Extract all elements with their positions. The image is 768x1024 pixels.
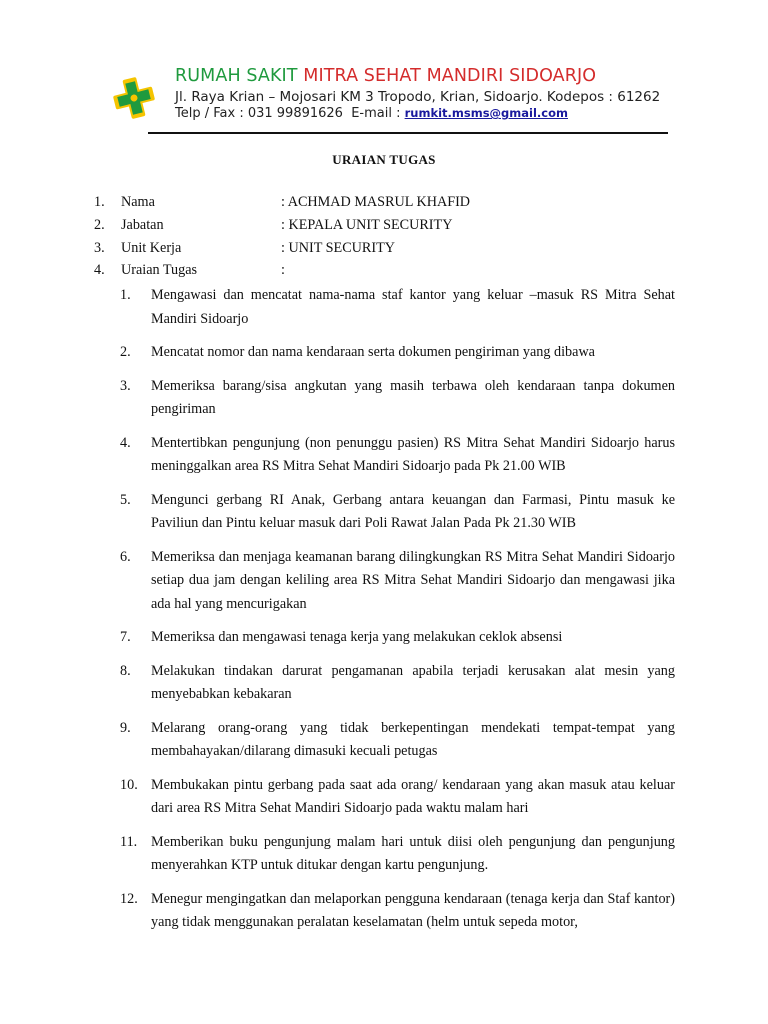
field-number: 3. xyxy=(94,240,105,256)
item-number: 8. xyxy=(120,662,131,679)
item-text: Mentertibkan pengunjung (non penunggu pasien) RS Mitra Sehat Mandiri Sidoarjo harus meninggalkan area RS Mitra Sehat Mandiri Sidoarjo pada Pk 21.00 WIB xyxy=(151,434,675,474)
item-number: 12. xyxy=(120,890,138,907)
hospital-contact xyxy=(175,106,568,121)
item-text: Memeriksa dan menjaga keamanan barang dilingkungkan RS Mitra Sehat Mandiri Sidoarjo setiap dua jam dengan keliling area RS Mitra Sehat Mandiri Sidoarjo dan mengawasi jika ada hal yang mencurigakan xyxy=(151,548,675,612)
field-number: 4. xyxy=(94,262,105,278)
field-value: : UNIT SECURITY xyxy=(281,240,396,256)
item-number: 10. xyxy=(120,776,138,793)
field-label: Uraian Tugas xyxy=(121,262,198,278)
list-item xyxy=(120,489,675,536)
field-number: 2. xyxy=(94,217,105,233)
list-item xyxy=(120,831,675,878)
item-text: Mengawasi dan mencatat nama-nama staf kantor yang keluar –masuk RS Mitra Sehat Mandiri Sidoarjo xyxy=(151,287,675,327)
item-text: Membukakan pintu gerbang pada saat ada orang/ kendaraan yang akan masuk atau keluar dari area RS Mitra Sehat Mandiri Sidoarjo pada waktu malam hari xyxy=(151,776,675,816)
contact-phone: Telp / Fax : 031 99891626 E-mail : xyxy=(175,106,405,121)
list-item xyxy=(120,546,675,617)
item-text: Melakukan tindakan darurat pengamanan apabila terjadi kerusakan alat mesin yang menyebabkan kebakaran xyxy=(151,662,675,702)
list-item xyxy=(120,284,675,331)
item-number: 4. xyxy=(120,434,131,451)
item-text: Memeriksa barang/sisa angkutan yang masih terbawa oleh kendaraan tanpa dokumen pengiriman xyxy=(151,377,675,417)
document-title: URAIAN TUGAS xyxy=(332,152,436,167)
list-item xyxy=(120,888,675,935)
item-number: 6. xyxy=(120,548,131,565)
field-label: Nama xyxy=(121,194,155,210)
item-number: 11. xyxy=(120,833,138,850)
item-text: Menegur mengingatkan dan melaporkan pengguna kendaraan (tenaga kerja dan Staf kantor) yang tidak menggunakan peralatan keselamatan (helm untuk sepeda motor, xyxy=(151,890,675,930)
email-link[interactable]: rumkit.msms@gmail.com xyxy=(404,106,568,120)
item-number: 5. xyxy=(120,491,131,508)
item-number: 9. xyxy=(120,719,131,736)
field-value: : xyxy=(281,262,285,278)
hospital-name-part1: RUMAH SAKIT xyxy=(175,66,304,86)
field-value: : ACHMAD MASRUL KHAFID xyxy=(281,194,471,210)
item-text: Melarang orang-orang yang tidak berkepentingan mendekati tempat-tempat yang membahayakan/dilarang dimasuki kecuali petugas xyxy=(151,719,675,759)
hospital-address: Jl. Raya Krian – Mojosari KM 3 Tropodo, Krian, Sidoarjo. Kodepos : 61262 xyxy=(175,89,661,105)
list-item xyxy=(120,660,675,707)
list-item xyxy=(120,341,675,365)
list-item xyxy=(120,432,675,479)
list-item xyxy=(120,375,675,422)
item-text: Mengunci gerbang RI Anak, Gerbang antara keuangan dan Farmasi, Pintu masuk ke Paviliun dan Pintu keluar masuk dari Poli Rawat Jalan Pada Pk 21.30 WIB xyxy=(151,491,675,531)
duties-list xyxy=(120,284,675,945)
hospital-name-part2: MITRA SEHAT MANDIRI SIDOARJO xyxy=(303,66,597,86)
item-text: Memberikan buku pengunjung malam hari untuk diisi oleh pengunjung dan pengunjung menyerahkan KTP untuk ditukar dengan kartu pengunjung. xyxy=(151,833,675,873)
item-text: Mencatat nomor dan nama kendaraan serta dokumen pengiriman yang dibawa xyxy=(151,344,595,360)
item-text: Memeriksa dan mengawasi tenaga kerja yang melakukan ceklok absensi xyxy=(151,629,563,645)
letterhead-divider xyxy=(148,132,668,134)
field-label: Jabatan xyxy=(121,217,164,233)
item-number: 3. xyxy=(120,377,131,394)
item-number: 2. xyxy=(120,344,131,360)
item-number: 7. xyxy=(120,629,131,645)
hospital-name xyxy=(175,66,596,86)
list-item xyxy=(120,774,675,821)
hospital-logo-icon xyxy=(100,62,172,140)
field-number: 1. xyxy=(94,194,105,210)
list-item xyxy=(120,717,675,764)
list-item xyxy=(120,626,675,650)
field-value: : KEPALA UNIT SECURITY xyxy=(281,217,453,233)
field-label: Unit Kerja xyxy=(121,240,182,256)
item-number: 1. xyxy=(120,287,131,303)
